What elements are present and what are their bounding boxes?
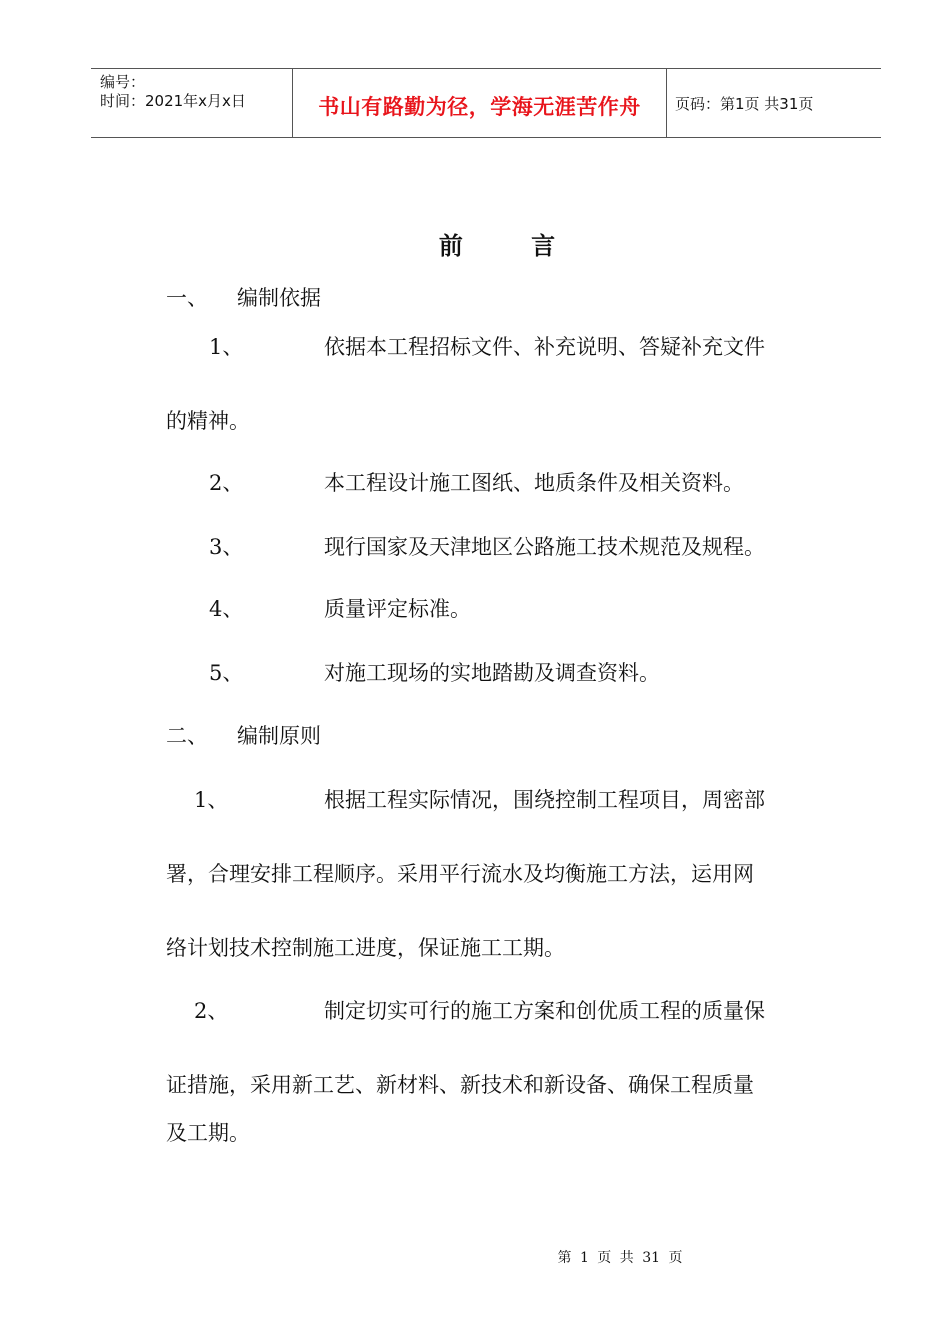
page-footer: 第 1 页 共 31 页 (557, 1250, 683, 1266)
s1-item5-number: 5、 (209, 661, 244, 685)
section1-heading: 编制依据 (237, 286, 321, 310)
section2-heading: 编制原则 (237, 724, 321, 748)
s1-item5-text: 对施工现场的实地踏勘及调查资料。 (324, 661, 660, 685)
header-motto: 书山有路勤为径，学海无涯苦作舟 (318, 95, 641, 119)
s1-item2-number: 2、 (209, 471, 244, 495)
s2-item1-number: 1、 (194, 788, 229, 812)
s2-item1-text: 根据工程实际情况，围绕控制工程项目，周密部 (324, 788, 765, 812)
header-number-label: 编号： (100, 73, 146, 91)
header-info-cell (91, 69, 292, 137)
s2-item1-continuation-2: 络计划技术控制施工进度，保证施工工期。 (166, 936, 565, 960)
s1-item4-text: 质量评定标准。 (324, 597, 471, 621)
s2-item2-continuation-2: 及工期。 (166, 1121, 250, 1145)
s1-item3-text: 现行国家及天津地区公路施工技术规范及规程。 (324, 535, 765, 559)
s1-item3-number: 3、 (209, 535, 244, 559)
header-page-label: 页码：第1页 共31页 (675, 95, 814, 113)
s1-item1-continuation: 的精神。 (166, 409, 250, 433)
header-time-label: 时间：2021年x月x日 (100, 92, 246, 110)
s2-item2-continuation-1: 证措施，采用新工艺、新材料、新技术和新设备、确保工程质量 (166, 1073, 754, 1097)
section2-marker: 二、 (166, 724, 208, 748)
document-title: 前 言 (438, 231, 586, 260)
s2-item2-number: 2、 (194, 999, 229, 1023)
page-header (91, 68, 881, 138)
s1-item1-text: 依据本工程招标文件、补充说明、答疑补充文件 (324, 335, 765, 359)
section1-marker: 一、 (166, 286, 208, 310)
s2-item2-text: 制定切实可行的施工方案和创优质工程的质量保 (324, 999, 765, 1023)
header-page-cell (666, 69, 881, 137)
s1-item1-number: 1、 (209, 335, 244, 359)
s1-item2-text: 本工程设计施工图纸、地质条件及相关资料。 (324, 471, 744, 495)
s2-item1-continuation-1: 署，合理安排工程顺序。采用平行流水及均衡施工方法，运用网 (166, 862, 754, 886)
header-motto-cell (292, 69, 667, 137)
s1-item4-number: 4、 (209, 597, 244, 621)
